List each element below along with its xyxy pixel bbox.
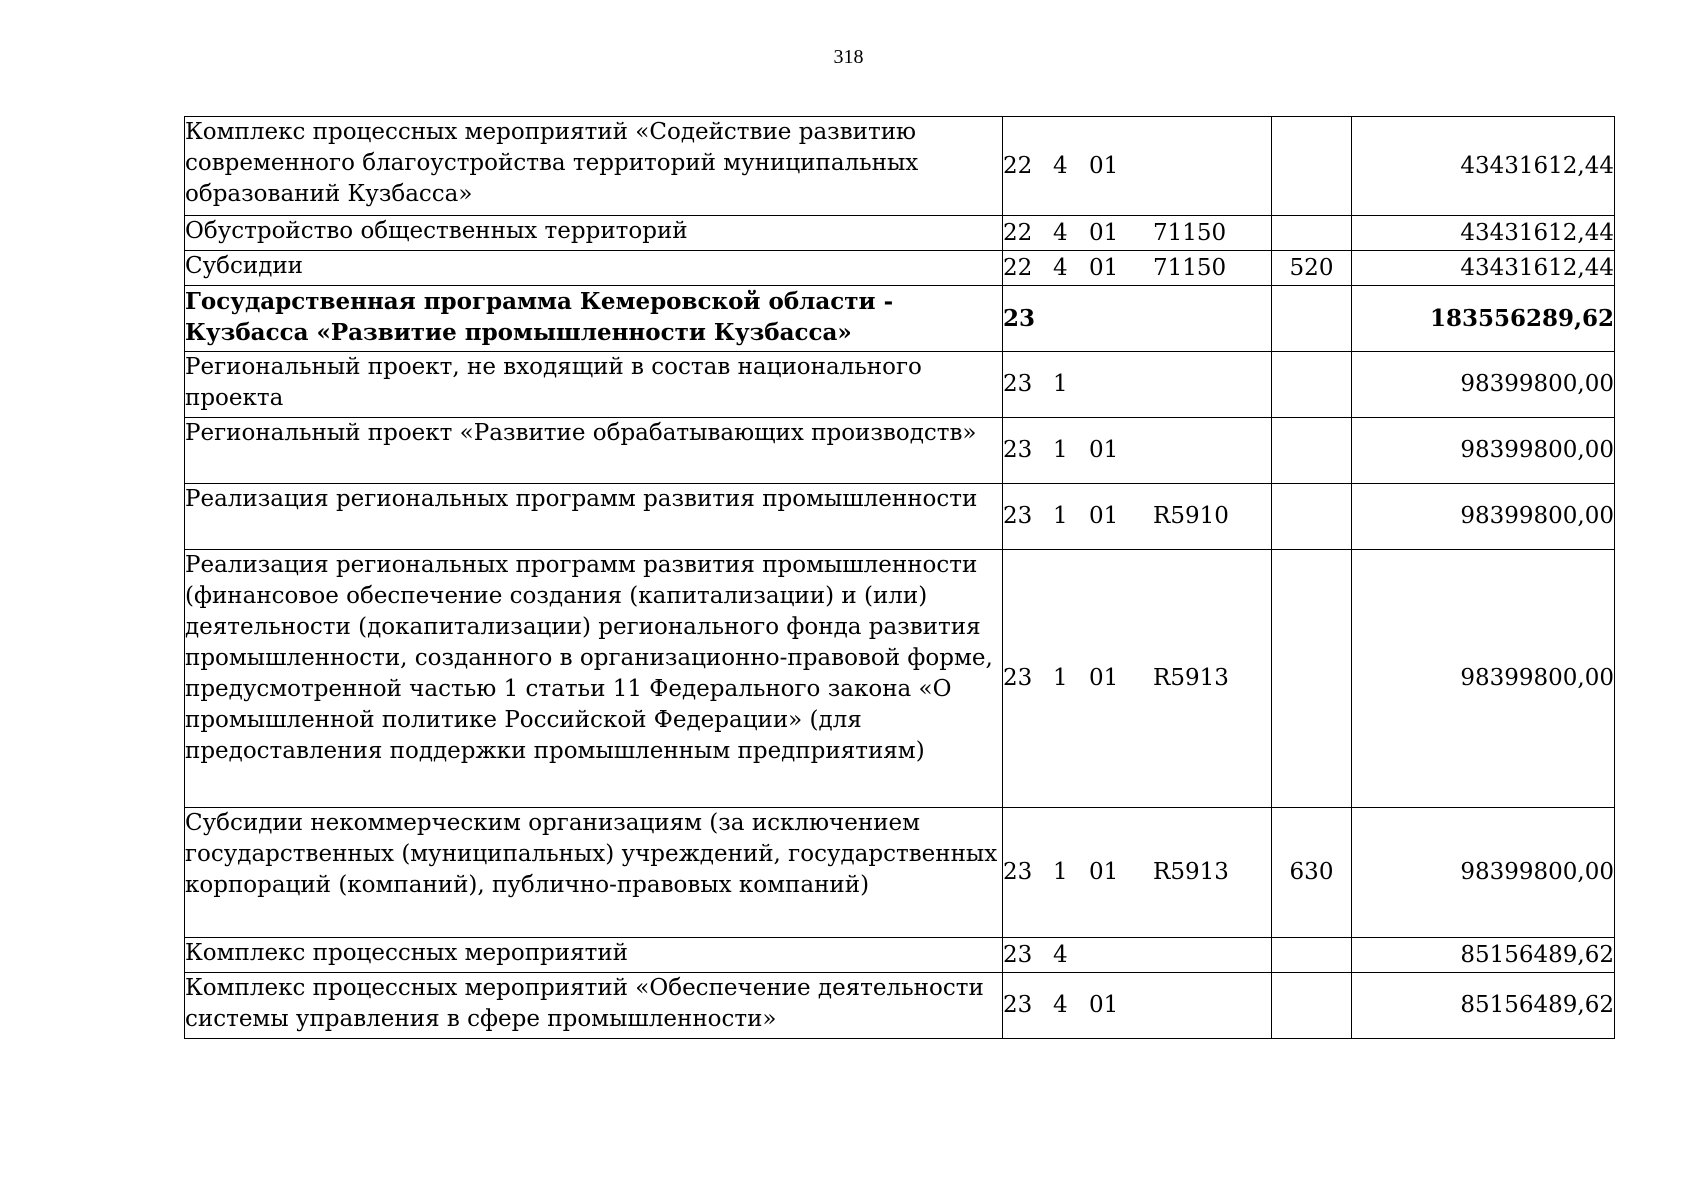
code-subprogram: 01 — [1089, 219, 1119, 246]
table-row — [185, 808, 1615, 938]
page-number: 318 — [833, 46, 864, 68]
code-type: 1 — [1053, 665, 1068, 691]
row-code — [1003, 251, 1272, 286]
row-name: Реализация региональных программ развития промышленности — [185, 484, 1003, 550]
row-name: Государственная программа Кемеровской области - Кузбасса «Развитие промышленности Кузбасса» — [185, 286, 1003, 352]
row-code — [1003, 216, 1272, 251]
row-name: Обустройство общественных территорий — [185, 216, 1003, 251]
row-code — [1003, 484, 1272, 550]
code-direction: R5913 — [1153, 859, 1229, 885]
table-row — [185, 251, 1615, 286]
code-type: 4 — [1053, 941, 1068, 968]
code-direction: R5910 — [1153, 503, 1229, 529]
code-type: 1 — [1053, 503, 1068, 529]
row-amount: 98399800,00 — [1352, 484, 1615, 550]
row-name: Региональный проект «Развитие обрабатывающих производств» — [185, 418, 1003, 484]
row-amount: 98399800,00 — [1352, 352, 1615, 418]
code-type: 4 — [1053, 219, 1068, 246]
row-amount: 43431612,44 — [1352, 216, 1615, 251]
row-expense-type — [1272, 286, 1352, 352]
row-name: Комплекс процессных мероприятий «Обеспечение деятельности системы управления в сфере промышленности» — [185, 973, 1003, 1039]
code-type: 4 — [1053, 992, 1068, 1018]
code-subprogram: 01 — [1089, 859, 1119, 885]
table-row — [185, 352, 1615, 418]
table-row — [185, 938, 1615, 973]
code-direction: 71150 — [1153, 219, 1227, 246]
table-row — [185, 418, 1615, 484]
row-amount: 183556289,62 — [1352, 286, 1615, 352]
code-subprogram: 01 — [1089, 254, 1119, 281]
row-name: Субсидии — [185, 251, 1003, 286]
row-code — [1003, 352, 1272, 418]
budget-table — [184, 116, 1615, 1039]
row-amount: 85156489,62 — [1352, 938, 1615, 973]
row-expense-type — [1272, 550, 1352, 808]
code-subprogram: 01 — [1089, 152, 1119, 179]
row-amount: 43431612,44 — [1352, 117, 1615, 216]
code-program: 23 — [1003, 941, 1033, 968]
row-code — [1003, 808, 1272, 938]
row-amount: 98399800,00 — [1352, 418, 1615, 484]
row-expense-type — [1272, 484, 1352, 550]
row-expense-type — [1272, 216, 1352, 251]
code-type: 1 — [1053, 859, 1068, 885]
row-expense-type — [1272, 117, 1352, 216]
row-code — [1003, 286, 1272, 352]
code-program: 23 — [1003, 992, 1033, 1018]
code-subprogram: 01 — [1089, 992, 1119, 1018]
code-program: 22 — [1003, 254, 1033, 281]
row-name: Реализация региональных программ развития промышленности (финансовое обеспечение создания (капитализации) и (или) деятельности (докапитализации) регионального фонда развития промышленности, созданного в организационно-правовой форме, предусмотренной частью 1 статьи 11 Федерального закона «О промышленной политике Российской Федерации» (для предоставления поддержки промышленным предприятиям) — [185, 550, 1003, 808]
code-subprogram: 01 — [1089, 437, 1119, 463]
row-code — [1003, 117, 1272, 216]
row-name: Комплекс процессных мероприятий «Содействие развитию современного благоустройства территорий муниципальных образований Кузбасса» — [185, 117, 1003, 216]
row-expense-type: 520 — [1272, 251, 1352, 286]
table-row — [185, 286, 1615, 352]
code-program: 23 — [1003, 859, 1033, 885]
code-subprogram: 01 — [1089, 503, 1119, 529]
code-program: 23 — [1003, 665, 1033, 691]
code-direction: 71150 — [1153, 254, 1227, 281]
row-code — [1003, 938, 1272, 973]
row-code — [1003, 973, 1272, 1039]
code-type: 1 — [1053, 437, 1068, 463]
code-program: 23 — [1003, 305, 1036, 332]
table-row — [185, 484, 1615, 550]
row-code — [1003, 418, 1272, 484]
row-expense-type — [1272, 352, 1352, 418]
row-name: Субсидии некоммерческим организациям (за исключением государственных (муниципальных) учреждений, государственных корпораций (компаний), публично-правовых компаний) — [185, 808, 1003, 938]
code-program: 23 — [1003, 503, 1033, 529]
code-program: 22 — [1003, 152, 1033, 179]
row-amount: 43431612,44 — [1352, 251, 1615, 286]
code-type: 4 — [1053, 254, 1068, 281]
row-expense-type — [1272, 418, 1352, 484]
code-type: 1 — [1053, 371, 1068, 397]
row-expense-type: 630 — [1272, 808, 1352, 938]
code-program: 22 — [1003, 219, 1033, 246]
code-direction: R5913 — [1153, 665, 1229, 691]
code-program: 23 — [1003, 437, 1033, 463]
code-program: 23 — [1003, 371, 1033, 397]
row-code — [1003, 550, 1272, 808]
table-row — [185, 973, 1615, 1039]
row-expense-type — [1272, 938, 1352, 973]
row-amount: 98399800,00 — [1352, 808, 1615, 938]
table-row — [185, 216, 1615, 251]
row-expense-type — [1272, 973, 1352, 1039]
row-name: Региональный проект, не входящий в состав национального проекта — [185, 352, 1003, 418]
code-subprogram: 01 — [1089, 665, 1119, 691]
table-row — [185, 117, 1615, 216]
row-name: Комплекс процессных мероприятий — [185, 938, 1003, 973]
row-amount: 85156489,62 — [1352, 973, 1615, 1039]
table-row — [185, 550, 1615, 808]
row-amount: 98399800,00 — [1352, 550, 1615, 808]
code-type: 4 — [1053, 152, 1068, 179]
